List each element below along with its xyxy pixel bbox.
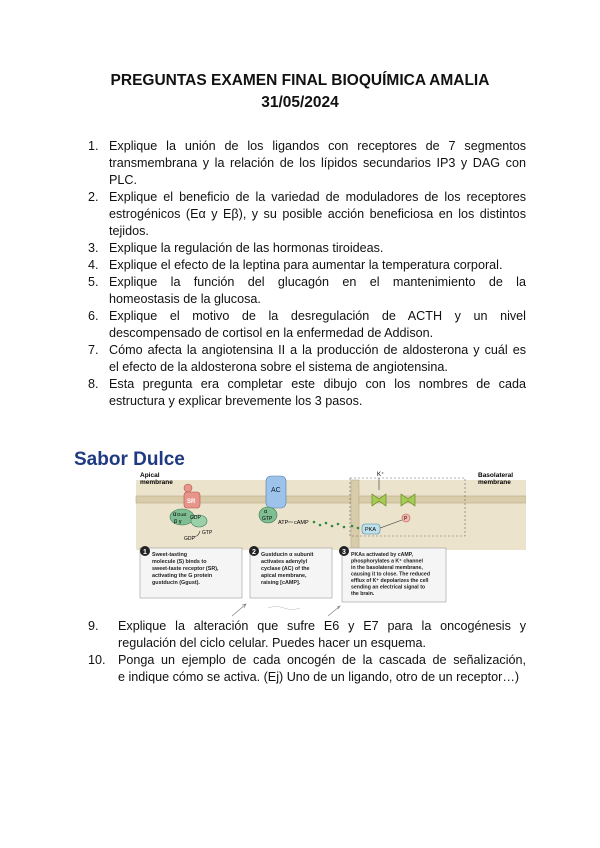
basolateral-membrane [351, 480, 359, 550]
question-line: Explique la regulación de las hormonas tiroideas. [109, 241, 384, 255]
question-line: Explique la unión de los ligandos con receptores de 7 segmentos [109, 139, 526, 153]
phosphate-label: P [404, 516, 408, 522]
question-line: tejidos. [109, 224, 149, 238]
question-number: 4. [88, 258, 99, 272]
question-item [88, 274, 526, 308]
step-2-text: Gustducin α subunit activates adenylyl cyclase (AC) of the apical membrane, raising [cAMP]. [261, 552, 314, 586]
g-betagamma-label: β γ [174, 519, 182, 525]
basolateral-label-2: membrane [478, 479, 511, 486]
step-3-number: 3 [342, 549, 346, 556]
question-item [88, 240, 526, 257]
gdp2-label: GDP [184, 536, 195, 542]
atp-label: ATP [278, 520, 289, 526]
sr-label: SR [187, 499, 196, 505]
question-line: homeostasis de la glucosa. [109, 292, 261, 306]
question-text [109, 257, 526, 274]
question-line: PLC. [109, 173, 137, 187]
question-item [88, 652, 526, 686]
question-item [88, 189, 526, 240]
exam-date: 31/05/2024 [261, 94, 339, 111]
page-title: PREGUNTAS EXAMEN FINAL BIOQUÍMICA AMALIA [110, 72, 490, 89]
question-line: Ponga un ejemplo de cada oncogén de la cascada de señalización, [118, 653, 526, 667]
question-text [109, 376, 526, 410]
question-line: regulación del ciclo celular. Puedes hacer un esquema. [118, 636, 427, 650]
question-line: Explique el motivo de la desregulación de ACTH y un nivel [109, 309, 526, 323]
question-line: Esta pregunta era completar este dibujo con los nombres de cada [109, 377, 526, 391]
sketch-arrow-2 [328, 606, 340, 616]
question-number: 1. [88, 139, 99, 153]
question-line: e indique cómo se activa. (Ej) Uno de un ligando, otro de un receptor…) [118, 670, 520, 684]
question-number: 3. [88, 241, 99, 255]
basolateral-label: Basolateral [478, 472, 514, 479]
question-line: Explique la función del glucagón en el mantenimiento de la [109, 275, 526, 289]
question-text [109, 308, 526, 342]
g-gust-label: Gust [177, 512, 187, 517]
question-number: 9. [88, 619, 99, 633]
gdp-label: GDP [190, 515, 201, 521]
question-number: 6. [88, 309, 99, 323]
k-ion-label: K⁺ [377, 472, 385, 478]
ac-label: AC [271, 487, 281, 494]
question-line: Explique el beneficio de la variedad de moduladores de los receptores [109, 190, 526, 204]
pka-label: PKA [365, 527, 377, 533]
question-text [109, 274, 526, 308]
step-3-text: PKAs activated by cAMP, phosphorylates a K⁺ channel in the basolateral membrane, causing it to close. The reduced efflux of K⁺ depolarizes the cell sending an electrical signal to the brain. [351, 552, 430, 597]
question-item [88, 618, 526, 652]
apical-membrane [136, 496, 351, 503]
apical-label: Apical [140, 472, 160, 479]
figure-title: Sabor Dulce [74, 449, 185, 470]
question-text [109, 189, 526, 240]
question-item [88, 342, 526, 376]
question-line: Explique la alteración que sufre E6 y E7 para la oncogénesis y [118, 619, 526, 633]
question-number: 8. [88, 377, 99, 391]
question-number: 10. [88, 653, 106, 667]
question-line: estrogénicos (Eα y Eβ), y su posible acción beneficiosa en los distintos [109, 207, 526, 221]
camp-label: cAMP [294, 520, 309, 526]
sweet-taste-diagram [118, 468, 526, 618]
question-number: 5. [88, 275, 99, 289]
gtp-label: GTP [202, 530, 213, 536]
question-text [109, 138, 526, 189]
question-text [109, 342, 526, 376]
question-line: el efecto de la aldosterona sobre el sistema de angiotensina. [109, 360, 448, 374]
question-line: Explique el efecto de la leptina para aumentar la temperatura corporal. [109, 258, 503, 272]
question-line: descompensado de cortisol en la enfermedad de Addison. [109, 326, 434, 340]
question-line: transmembrana y la relación de los lípidos secundarios IP3 y DAG con [109, 156, 526, 170]
question-item [88, 308, 526, 342]
step-2-number: 2 [252, 549, 256, 556]
sketch-marks [268, 607, 300, 610]
question-text [109, 240, 526, 257]
gtp-2-label: GTP [262, 516, 273, 522]
question-item [88, 376, 526, 410]
g-alpha-2-label: α [264, 509, 268, 515]
question-text [118, 652, 526, 686]
g-alpha-label: α [173, 512, 177, 518]
sketch-arrow-1 [232, 604, 246, 616]
question-line: Cómo afecta la angiotensina II a la producción de aldosterona y cuál es [109, 343, 526, 357]
question-text [118, 618, 526, 652]
question-item [88, 138, 526, 189]
question-item [88, 257, 526, 274]
step-1-text: Sweet-tasting molecule (S) binds to sweet-taste receptor (SR), activating the G protein gustducin (Ggust). [152, 552, 219, 586]
sweet-molecule [184, 484, 192, 492]
question-number: 7. [88, 343, 99, 357]
step-1-number: 1 [143, 549, 147, 556]
question-number: 2. [88, 190, 99, 204]
question-line: estructura y explicar brevemente los 3 pasos. [109, 394, 363, 408]
apical-label-2: membrane [140, 479, 173, 486]
